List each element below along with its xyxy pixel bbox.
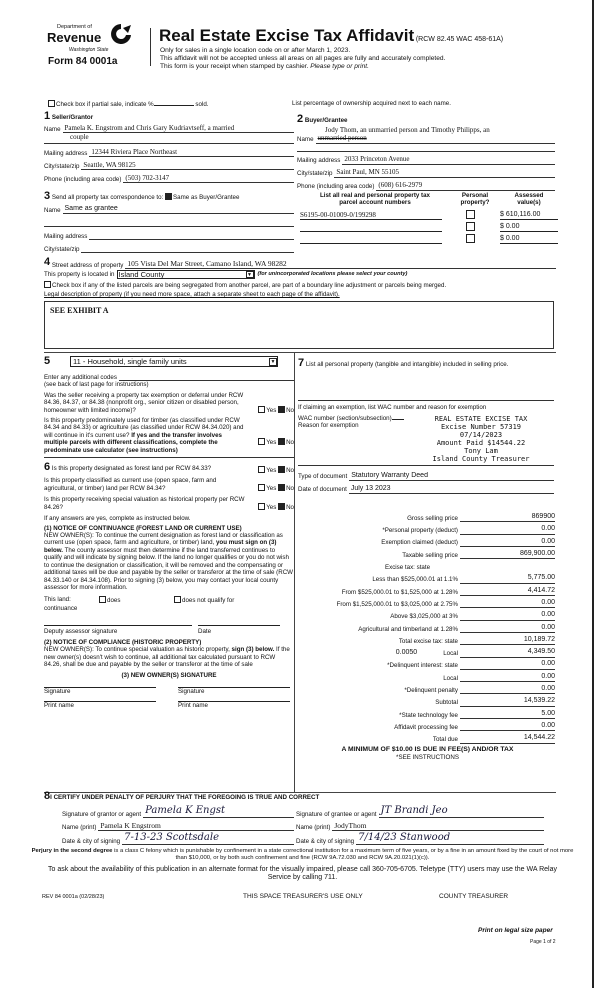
- segregated-checkbox[interactable]: [44, 281, 51, 288]
- legal-description-box[interactable]: SEE EXHIBIT A: [44, 301, 554, 349]
- parcel-number-field[interactable]: S6195-00-01009-0/199298: [300, 211, 442, 220]
- scan-edge: [592, 0, 594, 988]
- no-checkbox[interactable]: [278, 484, 285, 491]
- yes-checkbox[interactable]: [258, 503, 265, 510]
- tax-value-field[interactable]: 5,775.00: [460, 574, 555, 583]
- tax-row: [300, 731, 555, 743]
- does-not-qualify-checkbox[interactable]: [174, 596, 181, 603]
- tax-value-field[interactable]: 0.00: [460, 685, 555, 694]
- parcel-table-header: List all real and personal property tax parcel account numbers Personal property? Assessed value(s): [319, 192, 544, 207]
- correspondence-section: 3 Send all property tax correspondence to: Same as Buyer/Grantee Name Same as grantee Mailing address City/state/zip: [44, 190, 294, 253]
- tax-value-field[interactable]: 0.00: [460, 538, 555, 547]
- tax-label: *Personal property (deduct): [382, 527, 458, 535]
- yes-checkbox[interactable]: [258, 438, 265, 445]
- tax-value-field[interactable]: 5.00: [460, 710, 555, 719]
- tax-value-field[interactable]: 0.00: [460, 624, 555, 633]
- section-8: 8I CERTIFY UNDER PENALTY OF PERJURY THAT THE FOREGOING IS TRUE AND CORRECT Signature of grantor or agent Pamela K Engst Name (print) Pamela K Engstrom Date & city of signing 7-13-23 Scottsdale Signature of grantee or agent JT Brandi Jeo Name (print) JodyThom Date & city of signing 7/14/23 Stanwood: [44, 790, 556, 845]
- header-divider: [150, 28, 151, 66]
- deputy-signature-field[interactable]: [44, 625, 192, 626]
- minimum-due-note: A MINIMUM OF $10.00 IS DUE IN FEE(S) AND/OR TAX: [341, 745, 514, 753]
- revision: REV 84 0001a (02/28/23): [42, 894, 105, 900]
- tax-label: Excise tax: state: [384, 564, 431, 572]
- tax-value-field[interactable]: 4,414.72: [460, 587, 555, 596]
- assessed-value-field[interactable]: $ 0.00: [500, 235, 558, 244]
- same-as-buyer-checkbox[interactable]: [165, 193, 172, 200]
- deputy-date-field[interactable]: [198, 625, 280, 626]
- buyer-section: 2 Buyer/Grantee Jody Thom, an unmarried person and Timothy Philipps, an Name unmarried person Mailing address 2033 Princeton Avenue City/state/zip Saint Paul, MN 55105 Phone (including area code) (608) 616-2979: [297, 113, 555, 191]
- parcel-number-field[interactable]: [300, 236, 442, 244]
- buyer-name-field[interactable]: unmarried person: [316, 134, 555, 143]
- continuance-notice: NEW OWNER(S): To continue the current designation as forest land or classification as current use (open space, farm and agriculture, or timber) land, you must sign on (3) below. The county assessor must then determine if the land transferred continues to qualify and will indicate by signing below. If the land no longer qualifies or you do not wish to continue the designation or classification, it will be removed and the compensating or additional taxes will be due and payable by the seller or transferor at the time of sale (RCW 84.33.140 or 84.34.108). Prior to signing (3) below, you may contact your local county assessor for more information.: [44, 531, 294, 591]
- logo-state: Washington State: [69, 47, 109, 53]
- divider: [298, 465, 554, 466]
- tax-label: Exemption claimed (deduct): [381, 539, 458, 547]
- logo-dept: Department of: [57, 24, 92, 30]
- tax-label: *Delinquent penalty: [404, 687, 458, 695]
- tax-value-field[interactable]: 0.00: [460, 673, 555, 682]
- q-exemption: Was the seller receiving a property tax exemption or deferral under RCW 84.36, 84.37, or 84.38 (nonprofit org., senior citizen or disabled person, homeowner with limited income)? Yes No: [44, 391, 294, 414]
- assessed-value-field[interactable]: $ 0.00: [500, 223, 558, 232]
- tax-row: [300, 584, 555, 596]
- tax-label: Local: [443, 674, 458, 682]
- column-divider: [294, 352, 295, 792]
- tax-calculation: [300, 510, 555, 761]
- tax-row: [300, 522, 555, 534]
- treasurer-stamp: REAL ESTATE EXCISE TAX Excise Number 57319 07/14/2023 Amount Paid $14544.22 Tony Lam Island County Treasurer: [432, 414, 530, 463]
- header-notes: [160, 47, 445, 72]
- tax-row: [300, 559, 555, 571]
- table-row: [300, 232, 558, 244]
- tax-row: [300, 682, 555, 694]
- tax-row: [300, 707, 555, 719]
- does-qualify-checkbox[interactable]: [99, 596, 106, 603]
- partial-sale: Check box if partial sale, indicate % sold.: [48, 100, 209, 108]
- no-checkbox[interactable]: [278, 466, 285, 473]
- tax-label: From $525,000.01 to $1,525,000 at 1.28%: [341, 588, 458, 596]
- title-citation: (RCW 82.45 WAC 458-61A): [415, 36, 504, 43]
- partial-percent-field[interactable]: [154, 105, 194, 106]
- no-checkbox[interactable]: [278, 503, 285, 510]
- seller-mailing-field[interactable]: 12344 Riviera Place Northeast: [89, 148, 294, 157]
- grantee-name-field[interactable]: JodyThom: [332, 821, 544, 831]
- tax-row: [300, 608, 555, 620]
- personal-property-checkbox[interactable]: [466, 222, 475, 231]
- seller-phone-field[interactable]: (503) 702-3147: [123, 174, 294, 183]
- section-divider: [44, 352, 556, 353]
- note-3: This form is your receipt when stamped by cashier. Please type or print.: [160, 63, 369, 71]
- table-row: [300, 220, 558, 232]
- logo-revenue: Revenue: [47, 30, 102, 45]
- q-current-use: Is this property classified as current use (open space, farm and agricultural, or timber) land per RCW 84.34? Yes No: [44, 477, 294, 492]
- tax-label: Subtotal: [435, 699, 458, 707]
- tax-label: From $1,525,000.01 to $3,025,000 at 2.75%: [336, 600, 458, 608]
- buyer-mailing-field[interactable]: 2033 Princeton Avenue: [342, 155, 555, 164]
- tax-rows: [300, 510, 555, 744]
- partial-sale-checkbox[interactable]: [48, 100, 55, 107]
- tax-label: Local: [443, 650, 458, 658]
- tax-label: Total excise tax: state: [398, 637, 458, 645]
- tax-value-field[interactable]: 0.00: [460, 611, 555, 620]
- tax-value-field[interactable]: 0.00: [460, 722, 555, 731]
- form-number: Form 84 0001a: [48, 56, 118, 67]
- correspondence-city-field[interactable]: [81, 252, 294, 253]
- tax-row: [300, 571, 555, 583]
- no-checkbox[interactable]: [278, 406, 285, 413]
- property-section: 4 Street address of property 105 Vista Del Mar Street, Camano Island, WA 98282 This property is located in Island County ▼ (for unincorporated locations please select your county) Check box if any of the listed parcels are being segregated from another parcel, are part of a boundary line adjustment or parcels being merged. Legal description of property (if you need more space, attach a separate sheet to each page of the affidavit). SEE EXHIBIT A: [44, 258, 556, 349]
- tax-value-field[interactable]: 0.00: [460, 525, 555, 534]
- grantor-name-field[interactable]: Pamela K Engstrom: [98, 821, 294, 831]
- tax-label: Agricultural and timberland at 1.28%: [358, 625, 458, 633]
- title-text: Real Estate Excise Tax Affidavit: [159, 26, 415, 45]
- tax-value-field[interactable]: 14,544.22: [460, 734, 555, 743]
- county-select[interactable]: Island County ▼: [117, 270, 255, 279]
- table-row: [300, 208, 558, 220]
- tax-row: [300, 633, 555, 645]
- tax-row: [300, 596, 555, 608]
- correspondence-mailing-field[interactable]: [89, 239, 294, 240]
- tax-row: [300, 547, 555, 559]
- tax-label: *State technology fee: [399, 711, 458, 719]
- document-type-field[interactable]: Statutory Warranty Deed: [349, 472, 554, 481]
- parcel-number-field[interactable]: [300, 224, 442, 232]
- dor-swirl-icon: [108, 22, 134, 46]
- page-number: Page 1 of 2: [530, 939, 556, 945]
- tax-row: [300, 658, 555, 670]
- grantor-date-city-field[interactable]: 7-13-23 Scottsdale: [122, 832, 294, 845]
- divider: [44, 457, 294, 458]
- chevron-down-icon: ▼: [270, 358, 276, 365]
- tax-row: [300, 510, 555, 522]
- grantee-signature-field[interactable]: JT Brandi Jeo: [379, 805, 545, 818]
- section-7: 7 List all personal property (tangible and intangible) included in selling price. If claiming an exemption, list WAC number and reason for exemption WAC number (section/subsection) Reason for exemption REAL ESTATE EXCISE TAX Excise Number 57319 07/14/2023 Amount Paid $14544.22 Tony Lam Island County Treasurer Type of document Statutory Warranty Deed Date of document July 13 2023: [298, 357, 554, 494]
- local-rate: 0.0050: [395, 649, 418, 657]
- wac-number-field[interactable]: [392, 419, 404, 420]
- tax-value-field[interactable]: 0.00: [460, 599, 555, 608]
- document-date-field[interactable]: July 13 2023: [349, 485, 554, 494]
- personal-property-checkbox[interactable]: [466, 234, 475, 243]
- yes-checkbox[interactable]: [258, 466, 265, 473]
- tax-row: [300, 694, 555, 706]
- treasurer-use: THIS SPACE TREASURER'S USE ONLY: [243, 893, 363, 900]
- note-1: Only for sales in a single location code on or after March 1, 2023.: [160, 47, 351, 54]
- grantor-signature-field[interactable]: Pamela K Engst: [143, 805, 294, 818]
- q-historic: Is this property receiving special valuation as historical property per RCW 84.26? Yes No: [44, 496, 294, 511]
- personal-property-field[interactable]: [298, 400, 554, 401]
- tax-value-field[interactable]: 869900: [460, 513, 555, 522]
- tax-label: Affidavit processing fee: [394, 723, 458, 731]
- tax-value-field[interactable]: 14,539.22: [460, 697, 555, 706]
- correspondence-name-field[interactable]: Same as grantee: [63, 205, 294, 214]
- parcel-table: [300, 208, 558, 244]
- q-forest: 6 Is this property designated as forest land per RCW 84.33? Yes No: [44, 461, 294, 474]
- tax-label: *Delinquent interest: state: [387, 662, 458, 670]
- land-use-select[interactable]: 11 - Household, single family units ▼: [70, 356, 278, 367]
- personal-property-checkbox[interactable]: [466, 210, 475, 219]
- tax-row: [300, 719, 555, 731]
- assessed-value-field[interactable]: $ 610,116.00: [500, 211, 558, 220]
- county-treasurer: COUNTY TREASURER: [439, 893, 509, 900]
- seller-city-field[interactable]: Seattle, WA 98125: [81, 161, 294, 170]
- tax-value-field[interactable]: 869,900.00: [460, 550, 555, 559]
- tax-value-field[interactable]: 10,189.72: [460, 636, 555, 645]
- grantee-date-city-field[interactable]: 7/14/23 Stanwood: [356, 832, 544, 845]
- property-address-field[interactable]: 105 Vista Del Mar Street, Camano Island, WA 98282: [125, 259, 556, 269]
- dor-logo: [44, 24, 144, 58]
- see-instructions-note: *SEE INSTRUCTIONS: [396, 753, 459, 761]
- buyer-city-field[interactable]: Saint Paul, MN 55105: [334, 168, 555, 177]
- tax-row: [300, 670, 555, 682]
- tax-label: Taxable selling price: [402, 551, 458, 559]
- legal-label: Legal description of property (if you need more space, attach a separate sheet to each page of the affidavit).: [44, 291, 340, 299]
- tax-value-field[interactable]: 0.00: [460, 660, 555, 669]
- perjury-notice: Perjury in the second degree is a class C felony which is punishable by confinement in a state correctional institution for a maximum term of five years, or by a fine in an amount fixed by the court of not more than $10,000, or by both such confinement and fine (RCW 9A.72.030 and RCW 9A.20.021(1)(c)).: [31, 848, 574, 861]
- yes-checkbox[interactable]: [258, 406, 265, 413]
- accessibility-notice: To ask about the availability of this publication in an alternate format for the visually impaired, please call 360-705-6705. Teletype (TTY) users may use the WA Relay Service by calling 711.: [48, 866, 557, 881]
- form-title: [159, 26, 503, 49]
- seller-section: 1 Seller/Grantor Name Pamela K. Engstrom and Chris Gary Kudriavtseff, a married couple Mailing address 12344 Riviera Place Northeast City/state/zip Seattle, WA 98125 Phone (including area code) (503) 702-3147: [44, 110, 294, 183]
- q-timber: Is this property predominately used for timber (as classified under RCW 84.34 and 84.33) or agriculture (as classified under RCW 84.34.020) and will continue in it's current use? If yes and the transfer involves multiple parcels with different classifications, complete the predominate use calculator (see instructions) Yes No: [44, 416, 294, 454]
- tax-label: Less than $525,000.01 at 1.1%: [372, 576, 458, 584]
- compliance-notice: NEW OWNER(S): To continue special valuation as historic property, sign (3) below. If the new owner(s) doesn't wish to continue, all additional tax calculated pursuant to RCW 84.26, shall be due and payable by the seller or transferor at the time of sale: [44, 646, 290, 669]
- yes-checkbox[interactable]: [258, 484, 265, 491]
- ownership-note: List percentage of ownership acquired next to each name.: [292, 100, 451, 107]
- tax-row: [300, 621, 555, 633]
- note-2: This affidavit will not be accepted unless all areas on all pages are fully and accurately completed.: [160, 55, 446, 63]
- chevron-down-icon: ▼: [247, 272, 252, 278]
- tax-label: Gross selling price: [407, 514, 458, 522]
- tax-label: Total due: [432, 736, 458, 744]
- tax-label: Above $3,025,000 at 3%: [390, 613, 458, 621]
- tax-row: [300, 645, 555, 657]
- tax-value-field[interactable]: 4,349.50: [460, 648, 555, 657]
- section-5: 5 11 - Household, single family units ▼ Enter any additional codes (see back of last page for instructions) Was the seller receiving a property tax exemption or deferral under RCW 84.36, 84.37, or 84.38 (nonprofit org., senior citizen or disabled person, homeowner with limited income)? Yes No Is this property predominately used for timber (as classified under RCW 84.34 and 84.33) or agriculture (as classified under RCW 84.34.020) and will continue in it's current use? If yes and the transfer involves multiple parcels with different classifications, complete the predominate use calculator (see instructions) Yes No 6 Is this property designated as forest land per RCW 84.33? Yes No Is this property classified as current use (open space, farm and agricultural, or timber) land per RCW 84.34? Yes No Is this property receiving special valuation as historical property per RCW 84.26? Yes No If any answers are yes, complete as instructed below. (1) NOTICE OF CONTINUANCE (FOREST LAND OR CURRENT USE) NEW OWNER(S): To continue the current designation as forest land or classification as current use (open space, farm and agriculture, or timber) land, you must sign on (3) below. The county assessor must then determine if the land transferred continues to qualify and will indicate by signing below. If the land no longer qualifies or you do not wish to continue the designation or classification, it will be removed and the compensating or additional taxes will be due and payable by the seller or transferor at the time of sale (RCW 84.33.140 or 84.34.108). Prior to signing (3) below, you may contact your local county assessor for more information. This land: does does not qualify for continuance Deputy assessor signature Date (2) NOTICE OF COMPLIANCE (HISTORIC PROPERTY) NEW OWNER(S): To continue special valuation as historic property, sign (3) below. If the new owner(s) doesn't wish to continue, all additional tax calculated pursuant to RCW 84.26, shall be due and payable by the seller or transferor at the time of sale (3) NEW OWNER(S) SIGNATURE Signature Signature Print name Print name: [44, 355, 294, 710]
- seller-name-field[interactable]: Pamela K. Engstrom and Chris Gary Kudriavtseff, a married: [63, 124, 294, 133]
- legal-paper-note: Print on legal size paper: [478, 927, 553, 934]
- buyer-phone-field[interactable]: (608) 616-2979: [376, 181, 555, 190]
- no-checkbox[interactable]: [278, 438, 285, 445]
- tax-row: [300, 535, 555, 547]
